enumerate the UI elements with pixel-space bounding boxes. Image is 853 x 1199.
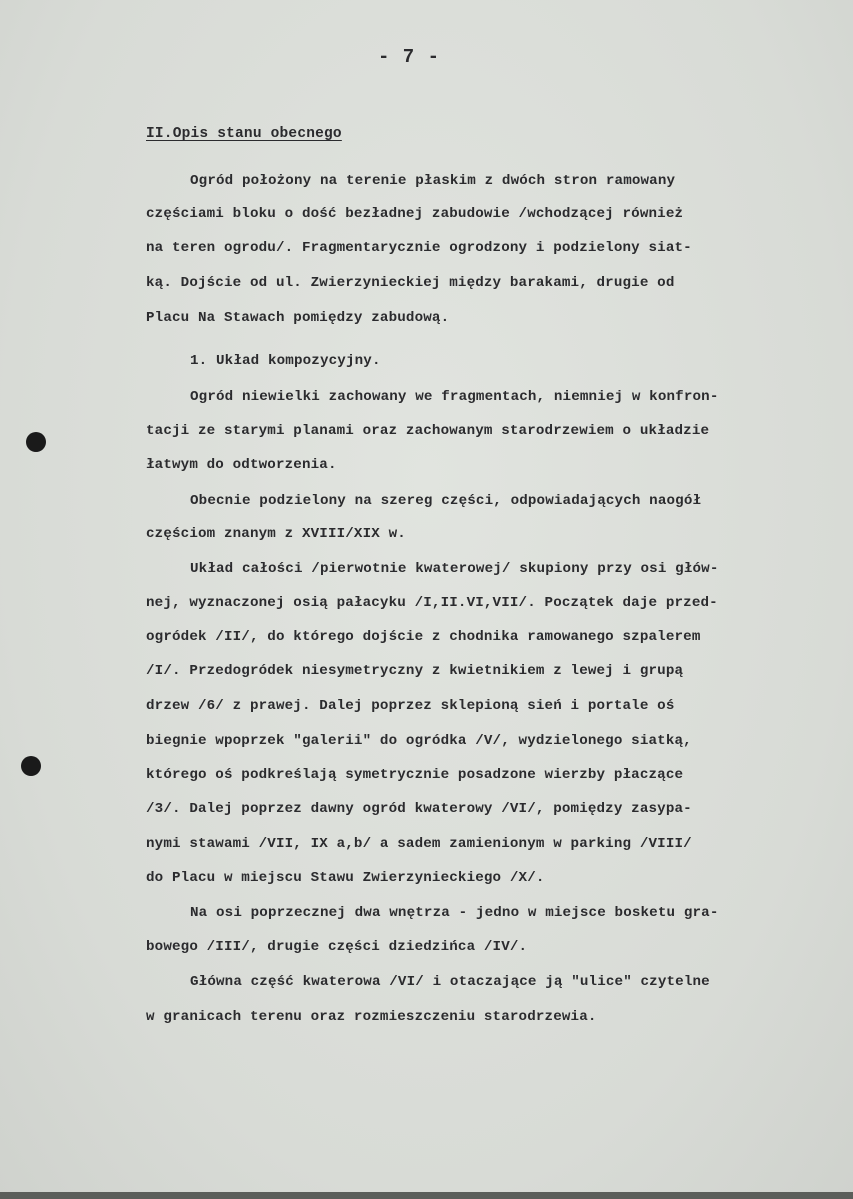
text-line: łatwym do odtworzenia. (146, 457, 337, 473)
text-line: nymi stawami /VII, IX a,b/ a sadem zamienionym w parking /VIII/ (146, 836, 692, 852)
text-line: bowego /III/, drugie części dziedzińca /IV/. (146, 939, 528, 955)
text-line: częściom znanym z XVIII/XIX w. (146, 526, 406, 542)
text-line: którego oś podkreślają symetrycznie posadzone wierzby płaczące (146, 767, 684, 783)
punch-hole (26, 432, 46, 452)
text-line: /I/. Przedogródek niesymetryczny z kwietnikiem z lewej i grupą (146, 663, 684, 679)
text-line: Na osi poprzecznej dwa wnętrza - jedno w miejsce bosketu gra- (190, 905, 719, 921)
text-line: ogródek /II/, do którego dojście z chodnika ramowanego szpalerem (146, 629, 701, 645)
text-line: nej, wyznaczonej osią pałacyku /I,II.VI,VII/. Początek daje przed- (146, 595, 718, 611)
text-line: częściami bloku o dość bezładnej zabudowie /wchodzącej również (146, 206, 684, 222)
punch-hole (21, 756, 41, 776)
text-line: Ogród niewielki zachowany we fragmentach, niemniej w konfron- (190, 389, 719, 405)
section-title: II.Opis stanu obecnego (146, 126, 342, 142)
text-line: biegnie wpoprzek "galerii" do ogródka /V/, wydzielonego siatką, (146, 733, 692, 749)
text-line: Placu Na Stawach pomiędzy zabudową. (146, 310, 450, 326)
text-line: drzew /6/ z prawej. Dalej poprzez sklepioną sień i portale oś (146, 698, 675, 714)
text-line: /3/. Dalej poprzez dawny ogród kwaterowy /VI/, pomiędzy zasypa- (146, 801, 692, 817)
text-line: ką. Dojście od ul. Zwierzynieckiej między barakami, drugie od (146, 275, 675, 291)
text-line: w granicach terenu oraz rozmieszczeniu starodrzewia. (146, 1009, 597, 1025)
subsection-heading: 1. Układ kompozycyjny. (190, 353, 381, 369)
text-line: Ogród położony na terenie płaskim z dwóch stron ramowany (190, 173, 676, 189)
scan-edge (0, 1192, 853, 1199)
text-line: Główna część kwaterowa /VI/ i otaczające ją "ulice" czytelne (190, 974, 710, 990)
page-number: - 7 - (378, 46, 441, 68)
text-line: na teren ogrodu/. Fragmentarycznie ogrodzony i podzielony siat- (146, 240, 692, 256)
text-line: do Placu w miejscu Stawu Zwierzynieckiego /X/. (146, 870, 545, 886)
text-line: Obecnie podzielony na szereg części, odpowiadających naogół (190, 493, 702, 509)
text-line: Układ całości /pierwotnie kwaterowej/ skupiony przy osi głów- (190, 561, 719, 577)
text-line: tacji ze starymi planami oraz zachowanym starodrzewiem o układzie (146, 423, 710, 439)
